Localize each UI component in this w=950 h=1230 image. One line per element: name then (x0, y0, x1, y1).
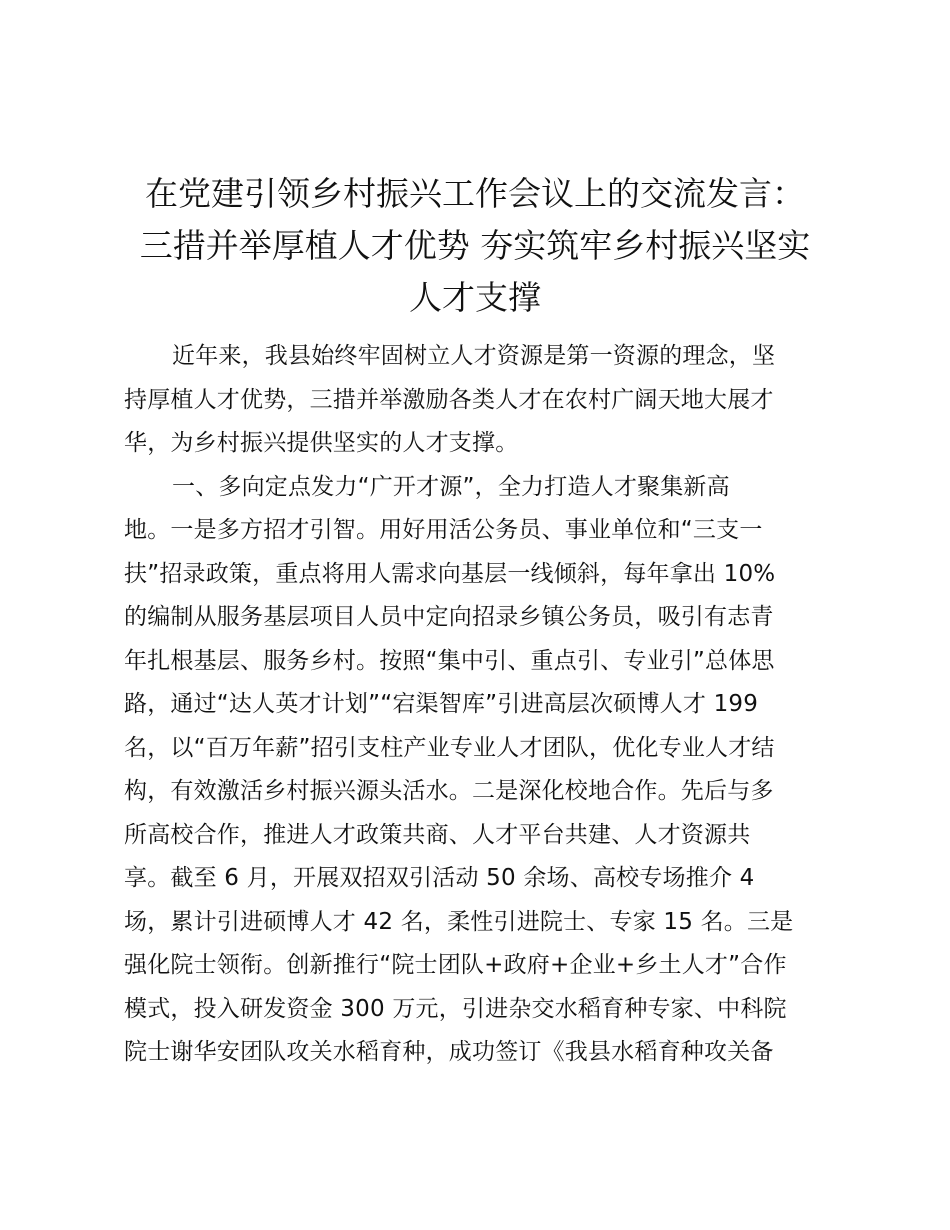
paragraph-section-one-line: 强化院士领衔。创新推行“院士团队+政府+企业+乡土人才”合作 (124, 952, 787, 978)
title-line: 三措并举厚植人才优势 夯实筑牢乡村振兴坚实 (139, 226, 811, 265)
paragraph-intro-line: 近年来，我县始终牢固树立人才资源是第一资源的理念，坚 (172, 343, 776, 369)
paragraph-section-one-line: 路，通过“达人英才计划”“宕渠智库”引进高层次硕博人才 199 (124, 691, 759, 717)
document-title (118, 168, 832, 324)
document-body (124, 335, 834, 1075)
title-line: 在党建引领乡村振兴工作会议上的交流发言： (145, 174, 805, 213)
paragraph-intro-line: 持厚植人才优势，三措并举激励各类人才在农村广阔天地大展才 (124, 386, 774, 413)
paragraph-section-one-line: 扶”招录政策，重点将用人需求向基层一线倾斜，每年拿出 10% (124, 560, 776, 587)
title-line: 人才支撑 (409, 278, 541, 317)
paragraph-section-one-line: 所高校合作，推进人才政策共商、人才平台共建、人才资源共 (124, 821, 751, 848)
paragraph-section-one-line: 模式，投入研发资金 300 万元，引进杂交水稻育种专家、中科院 (124, 995, 787, 1022)
paragraph-section-one-line: 构，有效激活乡村振兴源头活水。二是深化校地合作。先后与多 (124, 778, 774, 804)
paragraph-section-one-line: 名，以“百万年薪”招引支柱产业专业人才团队，优化专业人才结 (124, 734, 775, 761)
paragraph-section-one-line: 一、多向定点发力“广开才源”，全力打造人才聚集新高 (172, 473, 730, 500)
paragraph-intro-line: 华，为乡村振兴提供坚实的人才支撑。 (124, 430, 519, 456)
paragraph-section-one-line: 地。一是多方招才引智。用好用活公务员、事业单位和“三支一 (124, 517, 763, 543)
paragraph-section-one-line: 享。截至 6 月，开展双招双引活动 50 余场、高校专场推介 4 (124, 865, 755, 891)
paragraph-section-one-line: 年扎根基层、服务乡村。按照“集中引、重点引、专业引”总体思 (124, 647, 775, 674)
paragraph-section-one-line: 院士谢华安团队攻关水稻育种，成功签订《我县水稻育种攻关备 (124, 1039, 774, 1065)
paragraph-section-one-line: 场，累计引进硕博人才 42 名，柔性引进院士、专家 15 名。三是 (124, 908, 794, 935)
paragraph-section-one-line: 的编制从服务基层项目人员中定向招录乡镇公务员，吸引有志青 (124, 604, 774, 630)
